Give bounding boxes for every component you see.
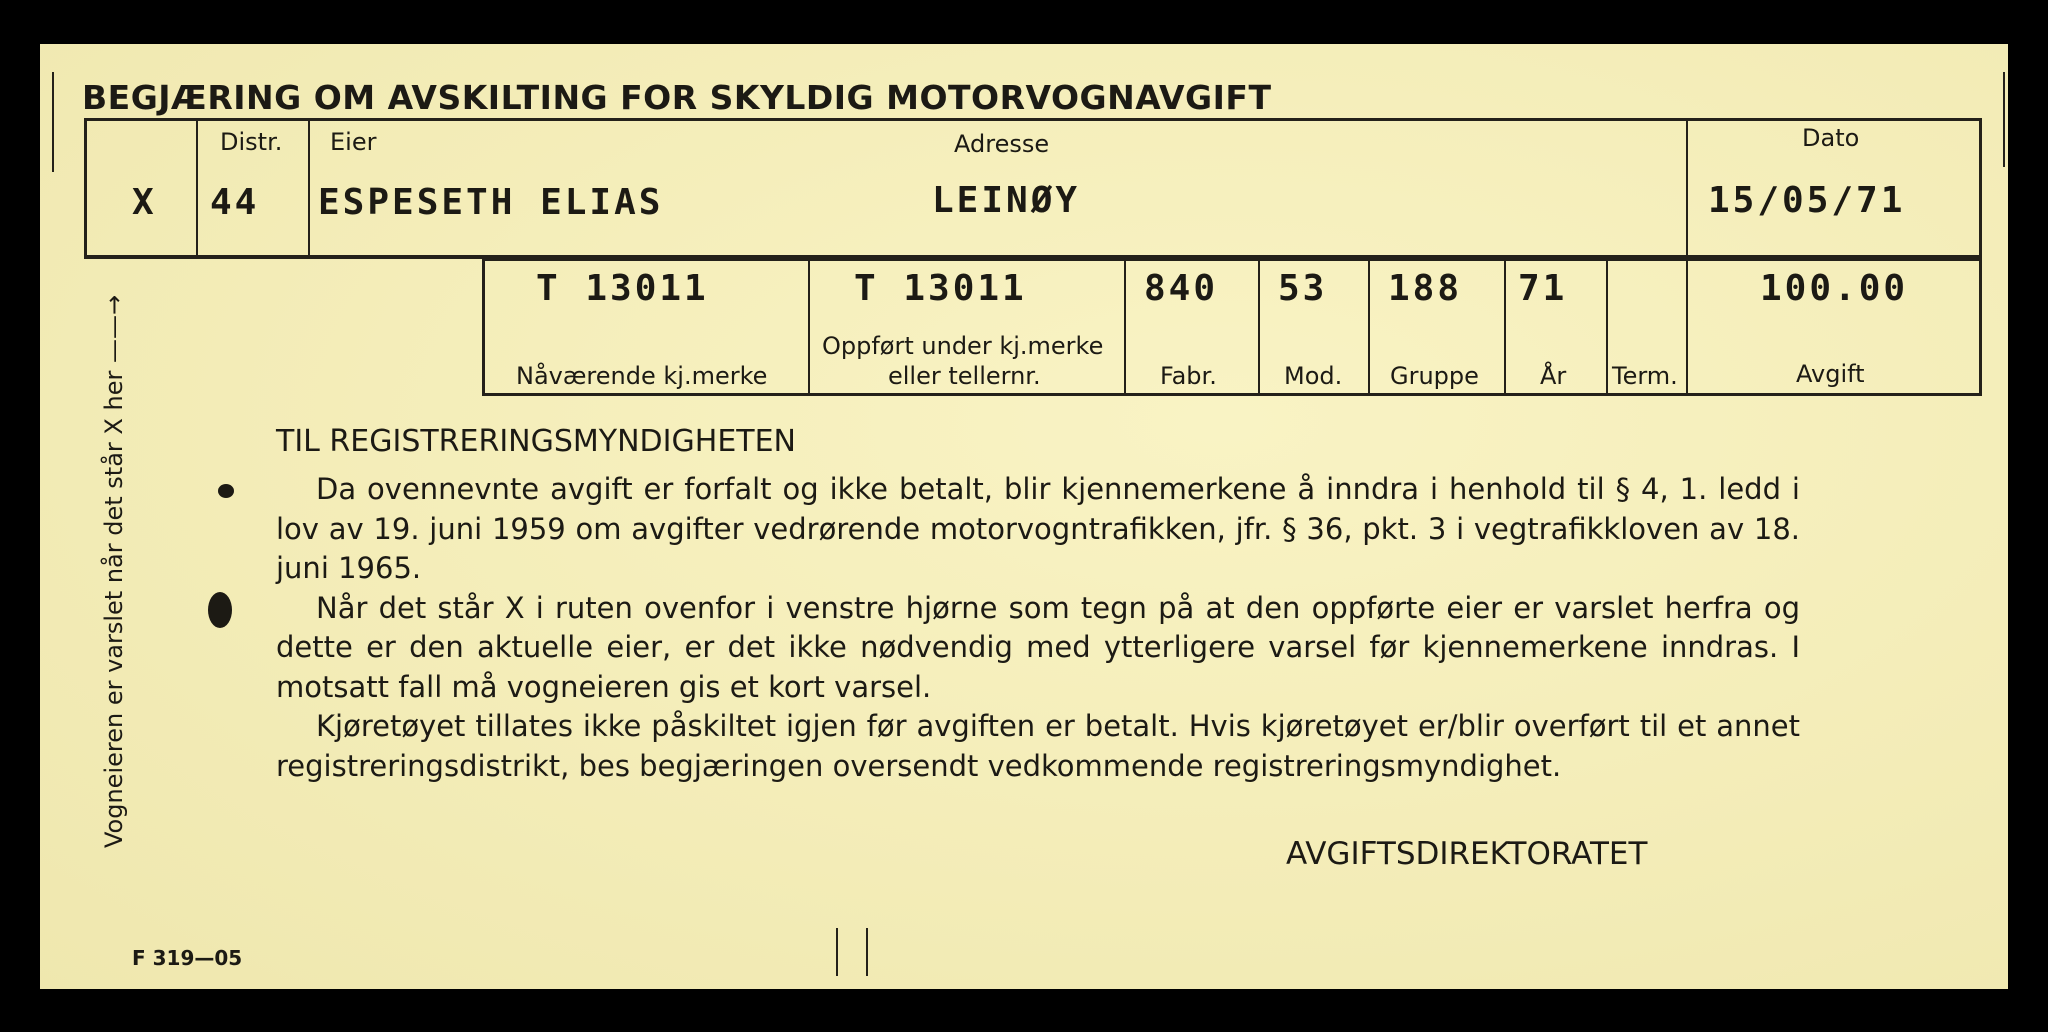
vehicle-divider-6 — [1606, 260, 1608, 394]
fabr-value: 840 — [1144, 268, 1219, 309]
avgift-label: Avgift — [1796, 360, 1865, 388]
gruppe-value: 188 — [1388, 268, 1463, 309]
gruppe-label: Gruppe — [1390, 362, 1479, 390]
owner-divider-1 — [196, 120, 198, 256]
ar-label: År — [1540, 362, 1567, 390]
body-paragraph-3: Kjøretøyet tillates ikke påskiltet igjen før avgiften er betalt. Hvis kjøretøyet er/blir overført til et annet registreringsdistrikt, bes begjæringen oversendt vedkommende registreringsmyndighet. — [276, 709, 1800, 783]
distr-value: 44 — [210, 182, 260, 223]
dato-value: 15/05/71 — [1708, 180, 1906, 221]
mod-label: Mod. — [1284, 362, 1343, 390]
right-margin-line — [2003, 72, 2005, 167]
vehicle-divider-3 — [1258, 260, 1260, 394]
listed-reg-label-2: eller tellernr. — [888, 362, 1041, 390]
avgift-value: 100.00 — [1760, 268, 1909, 309]
punch-hole-small — [218, 484, 234, 498]
notified-mark: X — [132, 182, 157, 223]
body-heading: TIL REGISTRERINGSMYNDIGHETEN — [276, 424, 796, 459]
body-paragraph-1: Da ovennevnte avgift er forfalt og ikke betalt, blir kjennemerkene å inndra i henhold til § 4, 1. ledd i lov av 19. juni 1959 om avgifter vedrørende motorvogntrafikken, jfr. § 36, pkt. 3 i vegtrafikkloven av 18. juni 1965. — [276, 472, 1800, 585]
body-text — [276, 470, 1800, 786]
dato-label: Dato — [1802, 124, 1860, 152]
mod-value: 53 — [1278, 268, 1328, 309]
punch-hole-large — [208, 592, 232, 628]
left-margin-line — [52, 72, 54, 172]
listed-reg-value: T 13011 — [854, 268, 1027, 309]
form-code: F 319—05 — [132, 946, 243, 970]
current-reg-value: T 13011 — [536, 268, 709, 309]
tick-mark-1 — [836, 928, 838, 976]
adresse-value: LEINØY — [932, 180, 1081, 221]
body-paragraph-2: Når det står X i ruten ovenfor i venstre hjørne som tegn på at den oppførte eier er varslet herfra og dette er den aktuelle eier, er det ikke nødvendig med ytterligere varsel før kjennemerkene inndras. I motsatt fall må vogneieren gis et kort varsel. — [276, 590, 1800, 704]
vehicle-divider-4 — [1368, 260, 1370, 394]
side-note-text: Vogneieren er varslet når det står X her ——→ — [100, 294, 128, 848]
eier-label: Eier — [330, 128, 377, 156]
form-title: BEGJÆRING OM AVSKILTING FOR SKYLDIG MOTORVOGNAVGIFT — [82, 78, 1272, 117]
tick-mark-2 — [866, 928, 868, 976]
vehicle-divider-1 — [808, 260, 810, 394]
signature: AVGIFTSDIREKTORATET — [1286, 836, 1648, 872]
listed-reg-label-1: Oppført under kj.merke — [822, 332, 1104, 360]
vehicle-divider-5 — [1504, 260, 1506, 394]
owner-divider-2 — [308, 120, 310, 256]
vehicle-divider-2 — [1124, 260, 1126, 394]
distr-label: Distr. — [220, 128, 283, 156]
owner-divider-3 — [1686, 120, 1688, 256]
fabr-label: Fabr. — [1160, 362, 1217, 390]
eier-value: ESPESETH ELIAS — [318, 182, 664, 223]
ar-value: 71 — [1518, 268, 1568, 309]
current-reg-label: Nåværende kj.merke — [516, 362, 768, 390]
vehicle-divider-7 — [1686, 260, 1688, 394]
term-label: Term. — [1612, 362, 1678, 390]
adresse-label: Adresse — [954, 130, 1050, 158]
